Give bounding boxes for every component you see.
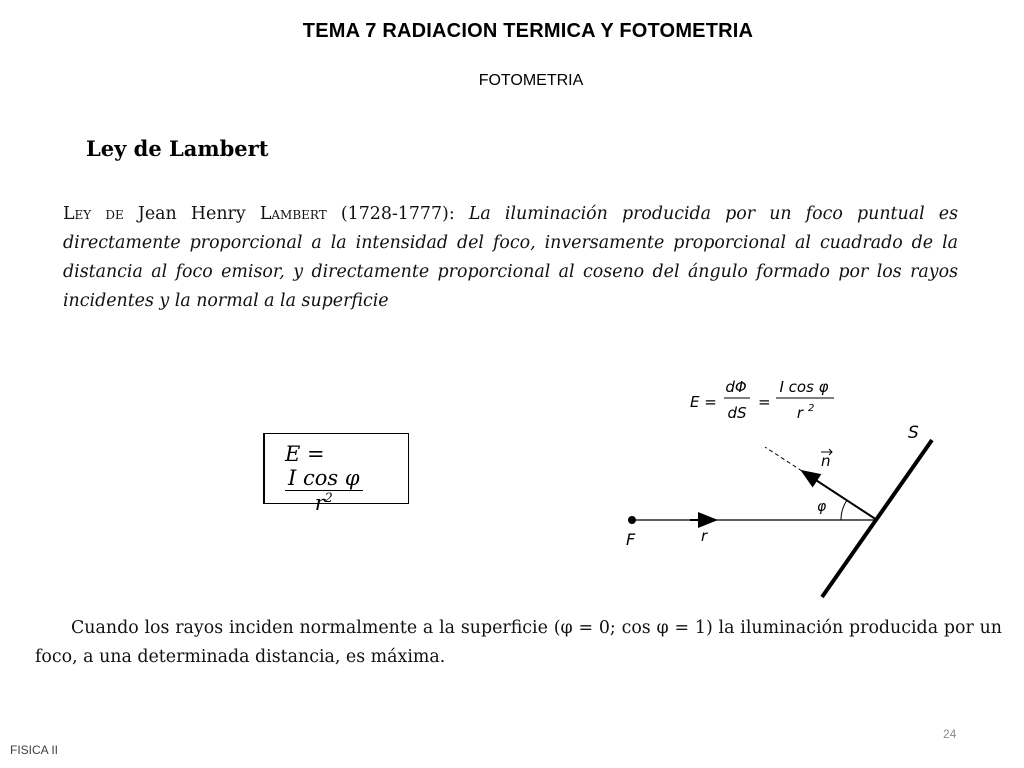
page-number: 24 — [943, 727, 957, 741]
diagram-eq: = — [758, 393, 771, 411]
label-f: F — [626, 530, 636, 549]
slide-title: TEMA 7 RADIACION TERMICA Y FOTOMETRIA — [302, 20, 754, 42]
surface-line — [822, 440, 932, 597]
diagram-frac2-exp: 2 — [808, 403, 815, 414]
formula-fraction — [285, 466, 363, 515]
diagram-formula-lhs: E = — [690, 393, 717, 411]
angle-arc — [841, 500, 847, 520]
law-years: (1728-1777): — [340, 204, 455, 224]
label-phi: φ — [817, 499, 827, 515]
label-r: r — [701, 527, 708, 545]
slide-subtitle: FOTOMETRIA — [478, 72, 584, 89]
law-surname: Lambert — [259, 204, 327, 224]
normal-vector — [802, 471, 877, 520]
normal-dashed — [765, 447, 802, 471]
law-text: La iluminación producida por un foco puntual es directamente proporcional a la intensidad del foco, inversamente proporcional al cuadrado de la distancia al foco emisor, y directamente proporcional al coseno del ángulo formado por los rayos incidentes y la normal a la superficie — [63, 204, 958, 311]
conclusion-text: Cuando los rayos inciden normalmente a la superficie (φ = 0; cos φ = 1) la iluminación producida por un foco, a una determinada distancia, es máxima. — [35, 618, 1002, 667]
diagram-frac1-num: dΦ — [725, 378, 747, 396]
diagram-formula — [690, 378, 834, 422]
diagram-frac2-num: I cos φ — [779, 378, 829, 396]
diagram-frac2-den: r — [796, 404, 804, 422]
law-name: Jean Henry — [137, 204, 246, 224]
law-statement — [63, 200, 958, 316]
lambert-formula-box — [263, 433, 409, 516]
label-s: S — [908, 423, 919, 443]
section-heading: Ley de Lambert — [86, 136, 269, 161]
lambert-formula — [285, 442, 408, 515]
diagram-frac1-den: dS — [727, 404, 747, 422]
formula-numerator: I cos φ — [285, 466, 363, 491]
lambert-diagram — [600, 370, 960, 610]
formula-denominator: $r^2$ — [314, 490, 333, 516]
label-n: n — [821, 452, 831, 470]
law-prefix: Ley de — [63, 204, 124, 224]
footer-course: FISICA II — [10, 743, 59, 757]
formula-lhs: E = — [285, 442, 325, 466]
